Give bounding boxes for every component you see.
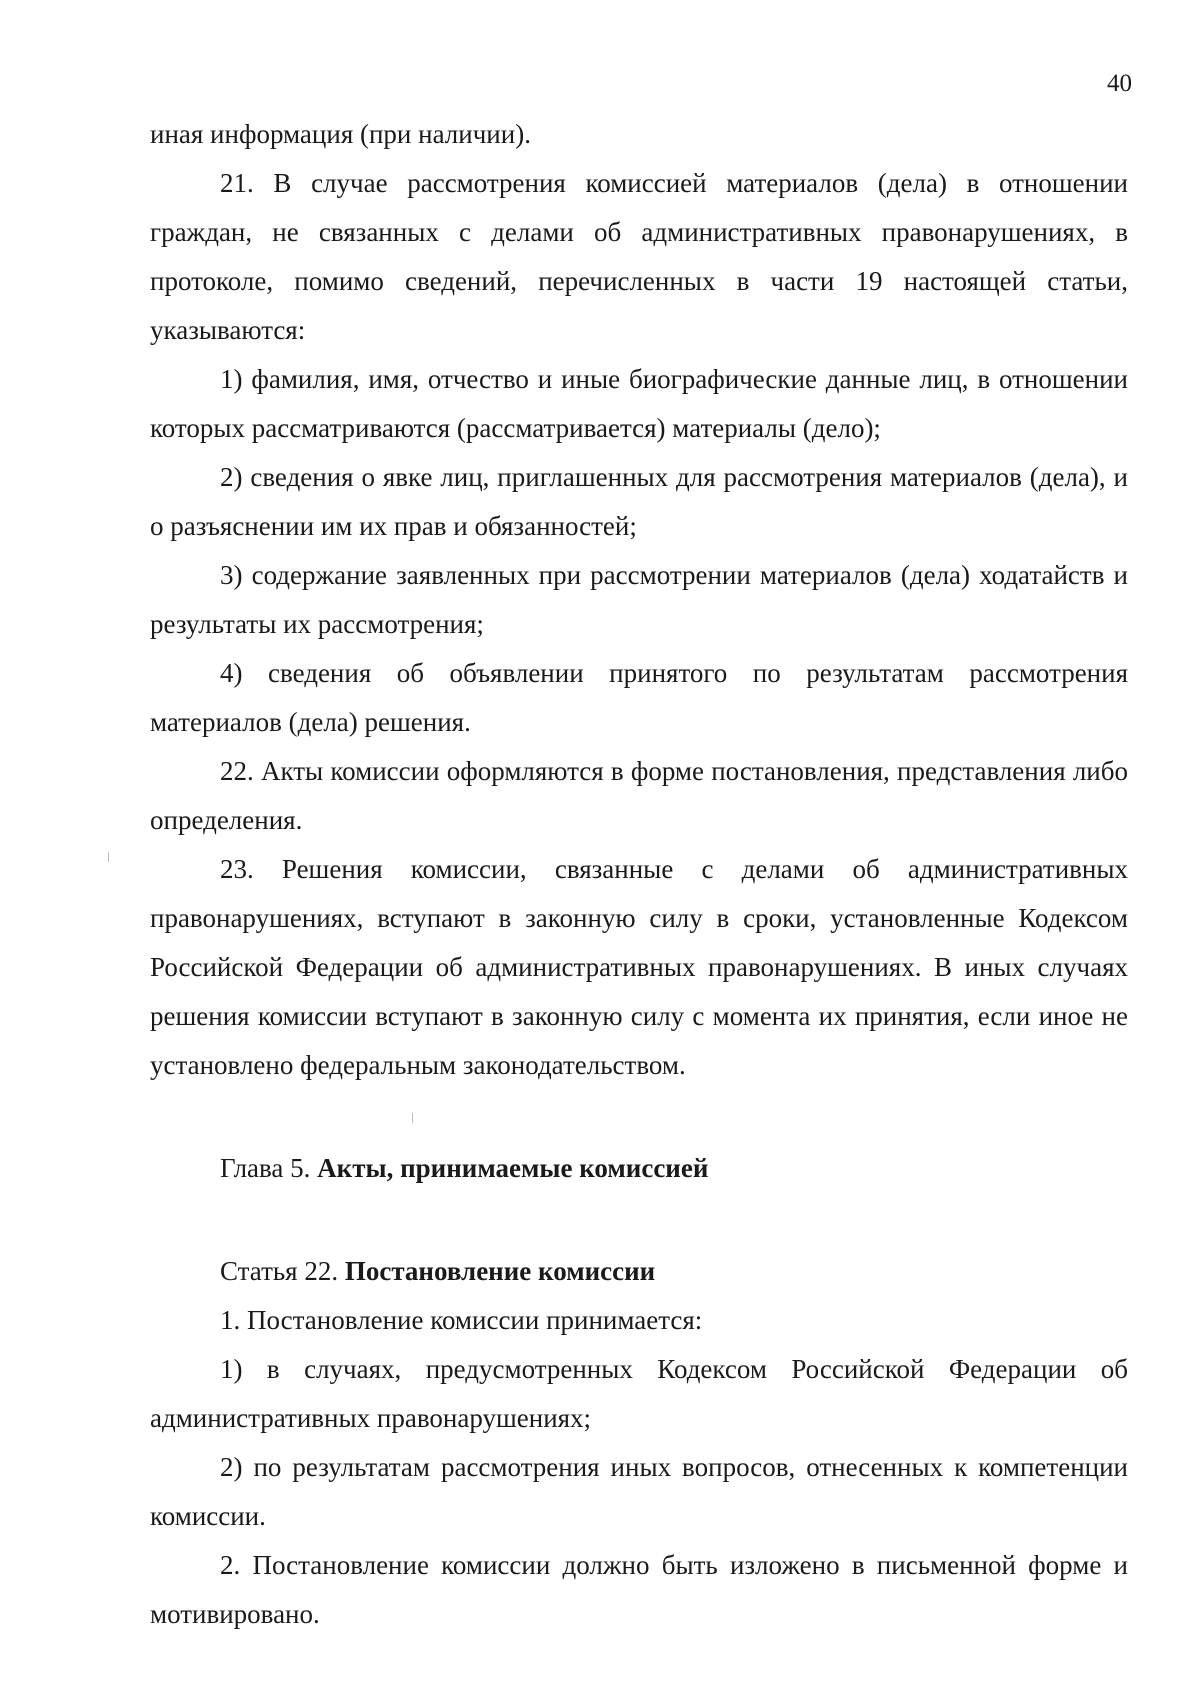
scan-artifact-mark bbox=[412, 1113, 413, 1123]
page-number: 40 bbox=[1107, 70, 1132, 97]
chapter-heading bbox=[150, 1144, 1128, 1193]
article-prefix: Статья 22. bbox=[220, 1256, 339, 1286]
paragraph-continuation: иная информация (при наличии). bbox=[150, 119, 531, 149]
document-body bbox=[150, 110, 1128, 1639]
paragraph-article-subitem-2: 2) по результатам рассмотрения иных вопросов, отнесенных к компетенции комиссии. bbox=[150, 1452, 1128, 1531]
paragraph-article-subitem-1: 1) в случаях, предусмотренных Кодексом Российской Федерации об административных правонарушениях; bbox=[150, 1354, 1128, 1433]
paragraph-item-23: 23. Решения комиссии, связанные с делами об административных правонарушениях, вступают в законную силу в сроки, установленные Кодексом Российской Федерации об административных правонарушениях. В иных случаях решения комиссии вступают в законную силу с момента их принятия, если иное не установлено федеральным законодательством. bbox=[150, 854, 1128, 1080]
article-title: Постановление комиссии bbox=[344, 1256, 656, 1286]
paragraph-subitem-4: 4) сведения об объявлении принятого по результатам рассмотрения материалов (дела) решения. bbox=[150, 658, 1128, 737]
paragraph-item-21: 21. В случае рассмотрения комиссией материалов (дела) в отношении граждан, не связанных с делами об административных правонарушениях, в протоколе, помимо сведений, перечисленных в части 19 настоящей статьи, указываются: bbox=[150, 168, 1128, 345]
paragraph-subitem-3: 3) содержание заявленных при рассмотрении материалов (дела) ходатайств и результаты их рассмотрения; bbox=[150, 560, 1128, 639]
paragraph-subitem-2: 2) сведения о явке лиц, приглашенных для рассмотрения материалов (дела), и о разъяснении им их прав и обязанностей; bbox=[150, 462, 1128, 541]
paragraph-subitem-1: 1) фамилия, имя, отчество и иные биографические данные лиц, в отношении которых рассматриваются (рассматривается) материалы (дело); bbox=[150, 364, 1128, 443]
chapter-prefix: Глава 5. bbox=[220, 1153, 311, 1183]
article-heading bbox=[150, 1247, 1128, 1296]
paragraph-item-22: 22. Акты комиссии оформляются в форме постановления, представления либо определения. bbox=[150, 756, 1128, 835]
paragraph-article-item-1: 1. Постановление комиссии принимается: bbox=[220, 1305, 703, 1335]
scan-artifact-mark bbox=[108, 852, 109, 862]
chapter-title: Акты, принимаемые комиссией bbox=[317, 1153, 709, 1183]
paragraph-article-item-2: 2. Постановление комиссии должно быть изложено в письменной форме и мотивировано. bbox=[150, 1550, 1128, 1629]
